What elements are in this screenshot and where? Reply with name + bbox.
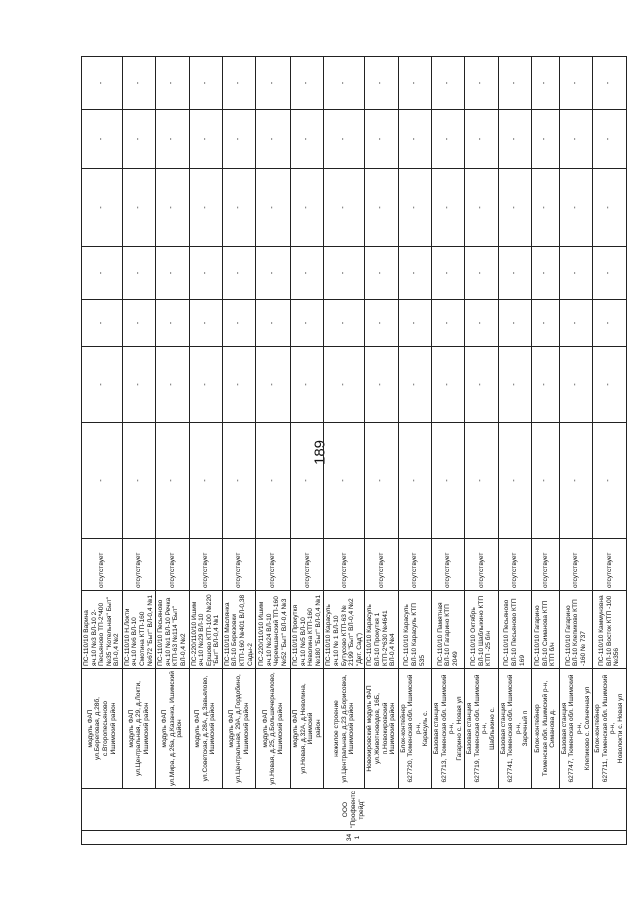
address-line: Базовая станция [466, 702, 474, 755]
dash-cell: - [156, 423, 189, 539]
address-line: район [314, 719, 322, 738]
dash-cell: - [324, 57, 365, 110]
dash-cell: - [156, 247, 189, 300]
table-row [531, 57, 559, 845]
address-line: ул.Новая, д.25, д.Большечерналово, [269, 672, 277, 785]
address-line: 627720, Тюменская обл. Ишимский р-н, [407, 674, 422, 783]
grid-connection: ПС-110/10 Прокуткя яч.10 №5 ВЛ-10 Неволина КТП-160 №180 "Быт" ВЛ-0,4 №1 [291, 591, 324, 669]
object-address [256, 669, 291, 789]
address-line: модуль ФАП [86, 709, 94, 748]
address-line: Блок-контейнер [534, 704, 542, 753]
status-cell: отсутствует [559, 539, 592, 591]
address-line: Новолокти с. Новая ул [616, 693, 624, 764]
dash-cell: - [431, 57, 464, 110]
dash-cell: - [256, 169, 291, 247]
dash-cell: - [324, 300, 365, 347]
dash-cell: - [82, 110, 123, 169]
dash-cell: - [82, 169, 123, 247]
object-address [82, 669, 123, 789]
dash-cell: - [324, 423, 365, 539]
dash-cell: - [291, 57, 324, 110]
dash-cell: - [531, 300, 559, 347]
dash-cell: - [498, 110, 531, 169]
address-line: Ишимский район [348, 702, 356, 755]
dash-cell: - [156, 300, 189, 347]
object-address [559, 669, 592, 789]
grid-connection: ПС-110/10 Н.Локти яч.10 №6 ВЛ-10 Смотина КТП-160 №672 "Быт" ВЛ-0,4 №1 [122, 591, 155, 669]
dash-cell: - [398, 169, 431, 247]
grid-connection: ПС-220/110/10 Ишим яч.10 №24 ВЛ-10 Черемшанский ТП-160 №52 "Быт" ВЛ-0,4 №3 [256, 591, 291, 669]
dash-cell: - [431, 247, 464, 300]
dash-cell: - [593, 57, 626, 110]
dash-cell: - [324, 247, 365, 300]
rotated-table-container [81, 57, 624, 845]
dash-cell: - [82, 247, 123, 300]
table-row [189, 57, 222, 845]
address-line: Базовая станция [499, 702, 507, 755]
address-line: Блок-контейнер [594, 704, 602, 753]
dash-cell: - [189, 169, 222, 247]
dash-cell: - [559, 347, 592, 423]
address-line: нежилое строение [333, 700, 341, 757]
dash-cell: - [291, 110, 324, 169]
dash-cell: - [431, 423, 464, 539]
object-address [222, 669, 255, 789]
grid-connection: ПС-110/10 Песьяново ВЛ-10 Песьяново КТП 169 [498, 591, 531, 669]
status-cell: отсутствует [156, 539, 189, 591]
dash-cell: - [291, 347, 324, 423]
address-line: 627741, Тюменская обл. Ишимский р-н, [507, 674, 522, 783]
dash-cell: - [531, 57, 559, 110]
dash-cell: - [593, 423, 626, 539]
object-address [324, 669, 365, 789]
status-cell: отсутствует [465, 539, 498, 591]
dash-cell: - [465, 110, 498, 169]
address-line: модуль ФАП [292, 709, 300, 748]
grid-connection: ПС-110/10 Карасуль ВЛ-10 Карасуль КТП 535 [398, 591, 431, 669]
dash-cell: - [498, 247, 531, 300]
dash-cell: - [498, 423, 531, 539]
table-row [291, 57, 324, 845]
object-address [431, 669, 464, 789]
dash-cell: - [291, 169, 324, 247]
object-address [593, 669, 626, 789]
dash-cell: - [593, 110, 626, 169]
dash-cell: - [465, 169, 498, 247]
status-cell: отсутствует [324, 539, 365, 591]
address-line: Базовая станция [432, 702, 440, 755]
dash-cell: - [559, 57, 592, 110]
address-line: Клепиково с. Солнечная ул [583, 686, 591, 771]
dash-cell: - [465, 247, 498, 300]
page-number: 189 [311, 439, 329, 465]
dash-cell: - [222, 300, 255, 347]
address-line: ул.Центральная, 29А, д.Гордобино, [235, 674, 243, 783]
table-row [465, 57, 498, 845]
status-cell: отсутствует [222, 539, 255, 591]
dash-cell: - [365, 110, 398, 169]
table-row [431, 57, 464, 845]
address-line: ул.Береговая, д.28б, с.Второпесьяново [94, 696, 109, 761]
object-address [156, 669, 189, 789]
address-line: Карасуль с. [422, 710, 430, 747]
grid-connection: ПС-110/10 Варина яч.10 №3 ВЛ-10 2-Песьяново ТП-2*400 №35 "Котельная" Быт" ВЛ-0,4 №2 [82, 591, 123, 669]
address-line: Заречный п [522, 710, 530, 747]
address-line: ул.Животноводов, 16Б, п.Новокировский [373, 693, 389, 765]
address-line: Шаблыкино с. [489, 707, 497, 750]
dash-cell: - [365, 347, 398, 423]
dash-cell: - [156, 347, 189, 423]
dash-cell: - [222, 57, 255, 110]
dash-cell: - [291, 423, 324, 539]
dash-cell: - [189, 347, 222, 423]
address-line: Гагарино с. Новая ул [455, 696, 463, 761]
table-row [365, 57, 398, 845]
dash-cell: - [324, 347, 365, 423]
object-address [498, 669, 531, 789]
status-cell: отсутствует [189, 539, 222, 591]
grid-connection: ПС-110/10 Карасуль ВЛ-10 Прокуткя 1 КТП-2*630 №4641 ВЛ-0,4 №4 [365, 591, 398, 669]
dash-cell: - [122, 247, 155, 300]
dash-cell: - [365, 169, 398, 247]
dash-cell: - [559, 300, 592, 347]
status-cell: отсутствует [593, 539, 626, 591]
table-row [559, 57, 592, 845]
dash-cell: - [559, 247, 592, 300]
table-row [498, 57, 531, 845]
address-line: модуль ФАП [194, 709, 202, 748]
dash-cell: - [222, 110, 255, 169]
dash-cell: - [398, 423, 431, 539]
dash-cell: - [256, 57, 291, 110]
address-line: Ишимский район [209, 702, 217, 755]
dash-cell: - [498, 169, 531, 247]
dash-cell: - [593, 169, 626, 247]
dash-cell: - [593, 347, 626, 423]
organization-name: ООО "Профвентстрейд" [82, 789, 627, 831]
dash-cell: - [498, 347, 531, 423]
table-row [222, 57, 255, 845]
object-address [365, 669, 398, 789]
dash-cell: - [465, 57, 498, 110]
object-address [122, 669, 155, 789]
dash-cell: - [291, 300, 324, 347]
dash-cell: - [189, 247, 222, 300]
dash-cell: - [222, 169, 255, 247]
dash-cell: - [222, 347, 255, 423]
address-line: модуль ФАП [160, 709, 168, 748]
table-row [398, 57, 431, 845]
object-address [531, 669, 559, 789]
dash-cell: - [256, 300, 291, 347]
dash-cell: - [256, 423, 291, 539]
dash-cell: - [593, 247, 626, 300]
dash-cell: - [593, 300, 626, 347]
grid-connection: ПС-110/10 Гагарино ВЛ-10 Симанова КТП КТП б/н [531, 591, 559, 669]
status-cell: отсутствует [256, 539, 291, 591]
dash-cell: - [82, 347, 123, 423]
object-address [398, 669, 431, 789]
dash-cell: - [365, 247, 398, 300]
grid-connection: ПС-110/10 Карасуль яч.10 № 1 ВЛ-10 Бутусово КТП-63 № 2199 "Быт" ВЛ-0,4 №2 "Дет. Сад") [324, 591, 365, 669]
dash-cell: - [122, 300, 155, 347]
grid-connection: ПС-110/10 Гагарино ВЛ-10 Клепиково КТП -160 № 737 [559, 591, 592, 669]
status-cell: отсутствует [498, 539, 531, 591]
dash-cell: - [291, 247, 324, 300]
status-cell: отсутствует [122, 539, 155, 591]
dash-cell: - [531, 169, 559, 247]
address-line: 627713, Тюменская обл. Ишимский р-н, [440, 674, 456, 783]
dash-cell: - [559, 423, 592, 539]
address-line: 627747, Тюменская обл. Ишимский р-н, [568, 674, 584, 783]
dash-cell: - [431, 300, 464, 347]
address-line: Ишимский район [242, 702, 250, 755]
table-row [593, 57, 626, 845]
grid-connection: ПС-110/10 Песьяново яч.10 №1 ВЛ-10 Речка КТП-63 №114 "Быт" ВЛ-0,4 №2 [156, 591, 189, 669]
dash-cell: - [256, 347, 291, 423]
dash-cell: - [398, 110, 431, 169]
address-line: модуль ФАП [227, 709, 235, 748]
dash-cell: - [398, 300, 431, 347]
address-line: Ишимский район [142, 702, 150, 755]
dash-cell: - [122, 169, 155, 247]
dash-cell: - [465, 423, 498, 539]
dash-cell: - [122, 347, 155, 423]
dash-cell: - [256, 247, 291, 300]
address-line: ул.Центральная, д.23 д.Борисовка, [340, 674, 348, 783]
dash-cell: - [431, 347, 464, 423]
dash-cell: - [256, 110, 291, 169]
dash-cell: - [324, 110, 365, 169]
address-line: модуль ФАП [261, 709, 269, 748]
dash-cell: - [82, 300, 123, 347]
table-row [156, 57, 189, 845]
power-supply-table [81, 56, 627, 845]
status-cell: отсутствует [431, 539, 464, 591]
dash-cell: - [498, 300, 531, 347]
dash-cell: - [465, 347, 498, 423]
dash-cell: - [156, 110, 189, 169]
address-line: Блок-контейнер [399, 704, 407, 753]
dash-cell: - [498, 57, 531, 110]
dash-cell: - [465, 300, 498, 347]
grid-connection: ПС-220/110/10 Ишим яч.10 №29 ВЛ-10 Ершово КТП-100 №220 "Быт" ВЛ-0,4 №1 [189, 591, 222, 669]
address-line: ул.Советская, д.28А, д.Завьялово, [201, 675, 209, 782]
dash-cell: - [189, 423, 222, 539]
dash-cell: - [122, 110, 155, 169]
dash-cell: - [431, 169, 464, 247]
object-address [189, 669, 222, 789]
status-cell: отсутствует [398, 539, 431, 591]
address-line: 627719, Тюменская обл. Ишимский р-н, [473, 674, 489, 783]
dash-cell: - [531, 247, 559, 300]
grid-connection: ПС-110/10 Памятная ВЛ-10 Гагарино КТП 2049 [431, 591, 464, 669]
table-row [122, 57, 155, 845]
dash-cell: - [82, 423, 123, 539]
address-line: Тюменская обл. Ишимский р-н, [541, 680, 549, 777]
address-line: Ишимский район [109, 702, 117, 755]
object-address [291, 669, 324, 789]
address-line: район [176, 719, 184, 738]
dash-cell: - [531, 347, 559, 423]
dash-cell: - [365, 423, 398, 539]
dash-cell: - [531, 423, 559, 539]
status-cell: отсутствует [531, 539, 559, 591]
object-address [465, 669, 498, 789]
status-cell: отсутствует [291, 539, 324, 591]
dash-cell: - [531, 110, 559, 169]
dash-cell: - [156, 169, 189, 247]
address-line: Базовая станция [560, 702, 568, 755]
dash-cell: - [189, 110, 222, 169]
address-line: Ишимский район [389, 702, 397, 755]
dash-cell: - [189, 57, 222, 110]
address-line: Ишимский район [276, 702, 284, 755]
address-line: модуль ФАП [127, 709, 135, 748]
dash-cell: - [431, 110, 464, 169]
address-line: ул.Новая, д.32А, д.Неволина, Ишимский [299, 683, 315, 774]
dash-cell: - [222, 247, 255, 300]
dash-cell: - [189, 300, 222, 347]
grid-connection: ПС-110/10 Каммунзвна ВЛ-10 Восток КТП -100 №356 [593, 591, 626, 669]
address-line: Новокировский модуль ФАП [366, 685, 374, 772]
dash-cell: - [559, 169, 592, 247]
dash-cell: - [398, 57, 431, 110]
dash-cell: - [122, 57, 155, 110]
status-cell: отсутствует [82, 539, 123, 591]
address-line: Симанова д. [549, 709, 557, 748]
dash-cell: - [324, 169, 365, 247]
table-row [82, 57, 123, 845]
dash-cell: - [559, 110, 592, 169]
table-row [324, 57, 365, 845]
grid-connection: ПС-110/10 Маслянка ВЛ-10 Березовки КТП-160 №401 ВЛ-0,38 Сады-2 [222, 591, 255, 669]
dash-cell: - [365, 57, 398, 110]
dash-cell: - [398, 247, 431, 300]
grid-connection: ПС-110/10 Октябрь ВЛ-10 Шаблыкино КТП КТП -25 б/н [465, 591, 498, 669]
table-row [256, 57, 291, 845]
dash-cell: - [156, 57, 189, 110]
status-cell: отсутствует [365, 539, 398, 591]
address-line: 627711, Тюменская обл. Ишимский р-н, [601, 674, 617, 783]
dash-cell: - [122, 423, 155, 539]
dash-cell: - [398, 347, 431, 423]
section-number: 341 [82, 831, 627, 845]
dash-cell: - [222, 423, 255, 539]
address-line: ул.Центральная, д.29, д.Локти, [135, 680, 143, 777]
address-line: ул.Мира, д.26а, д.Казанка, Ишимский [168, 671, 176, 786]
dash-cell: - [82, 57, 123, 110]
dash-cell: - [365, 300, 398, 347]
